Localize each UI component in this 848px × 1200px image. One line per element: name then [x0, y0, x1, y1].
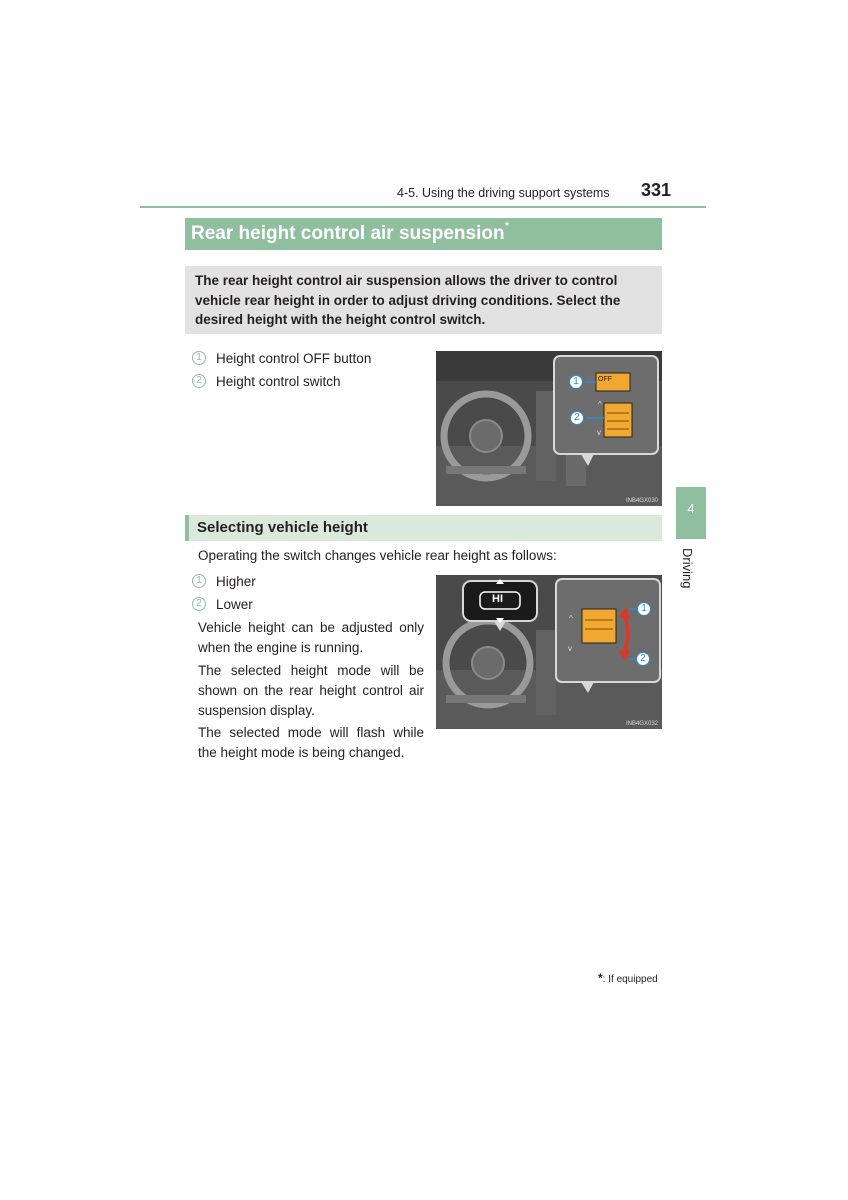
- number-badge: 2: [192, 374, 206, 388]
- section-title-bar: [185, 218, 662, 250]
- number-badge: 1: [192, 351, 206, 365]
- list-label: Height control switch: [216, 374, 341, 389]
- page-number: 331: [641, 180, 672, 200]
- note-display: The selected height mode will be shown on the rear height control air suspension display.: [198, 663, 424, 718]
- display-hi-label: HI: [492, 593, 503, 605]
- footnote-mark: *: [598, 971, 603, 985]
- svg-text:v: v: [568, 644, 572, 653]
- section-header: 4-5. Using the driving support systems: [397, 186, 610, 200]
- subsection-bar: [185, 515, 662, 541]
- note-flash: The selected mode will flash while the height mode is being changed.: [198, 725, 424, 760]
- list-label: Lower: [216, 597, 253, 612]
- chapter-label: Driving: [680, 548, 695, 589]
- footnote-text: : If equipped: [602, 974, 658, 985]
- figure-caption: INB4GX032: [625, 721, 658, 727]
- chapter-number: 4: [687, 501, 695, 516]
- subsection-intro: Operating the switch changes vehicle rear height as follows:: [198, 548, 557, 563]
- list-label: Height control OFF button: [216, 351, 372, 366]
- callout-1: 1: [637, 602, 651, 616]
- number-badge: 1: [192, 574, 206, 588]
- intro-box: The rear height control air suspension allows the driver to control vehicle rear height in order to adjust driving conditions. Select the desired height with the height control switch.: [185, 266, 662, 334]
- off-label: OFF: [598, 376, 612, 383]
- callout-2: 2: [570, 411, 584, 425]
- list-label: Higher: [216, 574, 256, 589]
- footnote: [598, 971, 658, 985]
- subsection-title: Selecting vehicle height: [197, 519, 368, 536]
- title-asterisk: *: [504, 219, 510, 233]
- section-title: Rear height control air suspension*: [191, 219, 510, 244]
- header-divider: [140, 206, 706, 208]
- dashboard-illustration: [436, 351, 662, 506]
- svg-text:^: ^: [598, 400, 602, 409]
- svg-text:^: ^: [569, 614, 573, 623]
- figure-height-control-switch: [436, 351, 662, 506]
- callout-1: 1: [569, 375, 583, 389]
- note-engine-running: Vehicle height can be adjusted only when the engine is running.: [198, 620, 424, 655]
- chapter-tab: [676, 487, 706, 539]
- svg-text:v: v: [597, 428, 601, 437]
- dashboard-illustration: [436, 575, 662, 729]
- callout-2: 2: [636, 652, 650, 666]
- number-badge: 2: [192, 597, 206, 611]
- figure-height-selection: [436, 575, 662, 729]
- figure-caption: INB4GX030: [625, 498, 658, 504]
